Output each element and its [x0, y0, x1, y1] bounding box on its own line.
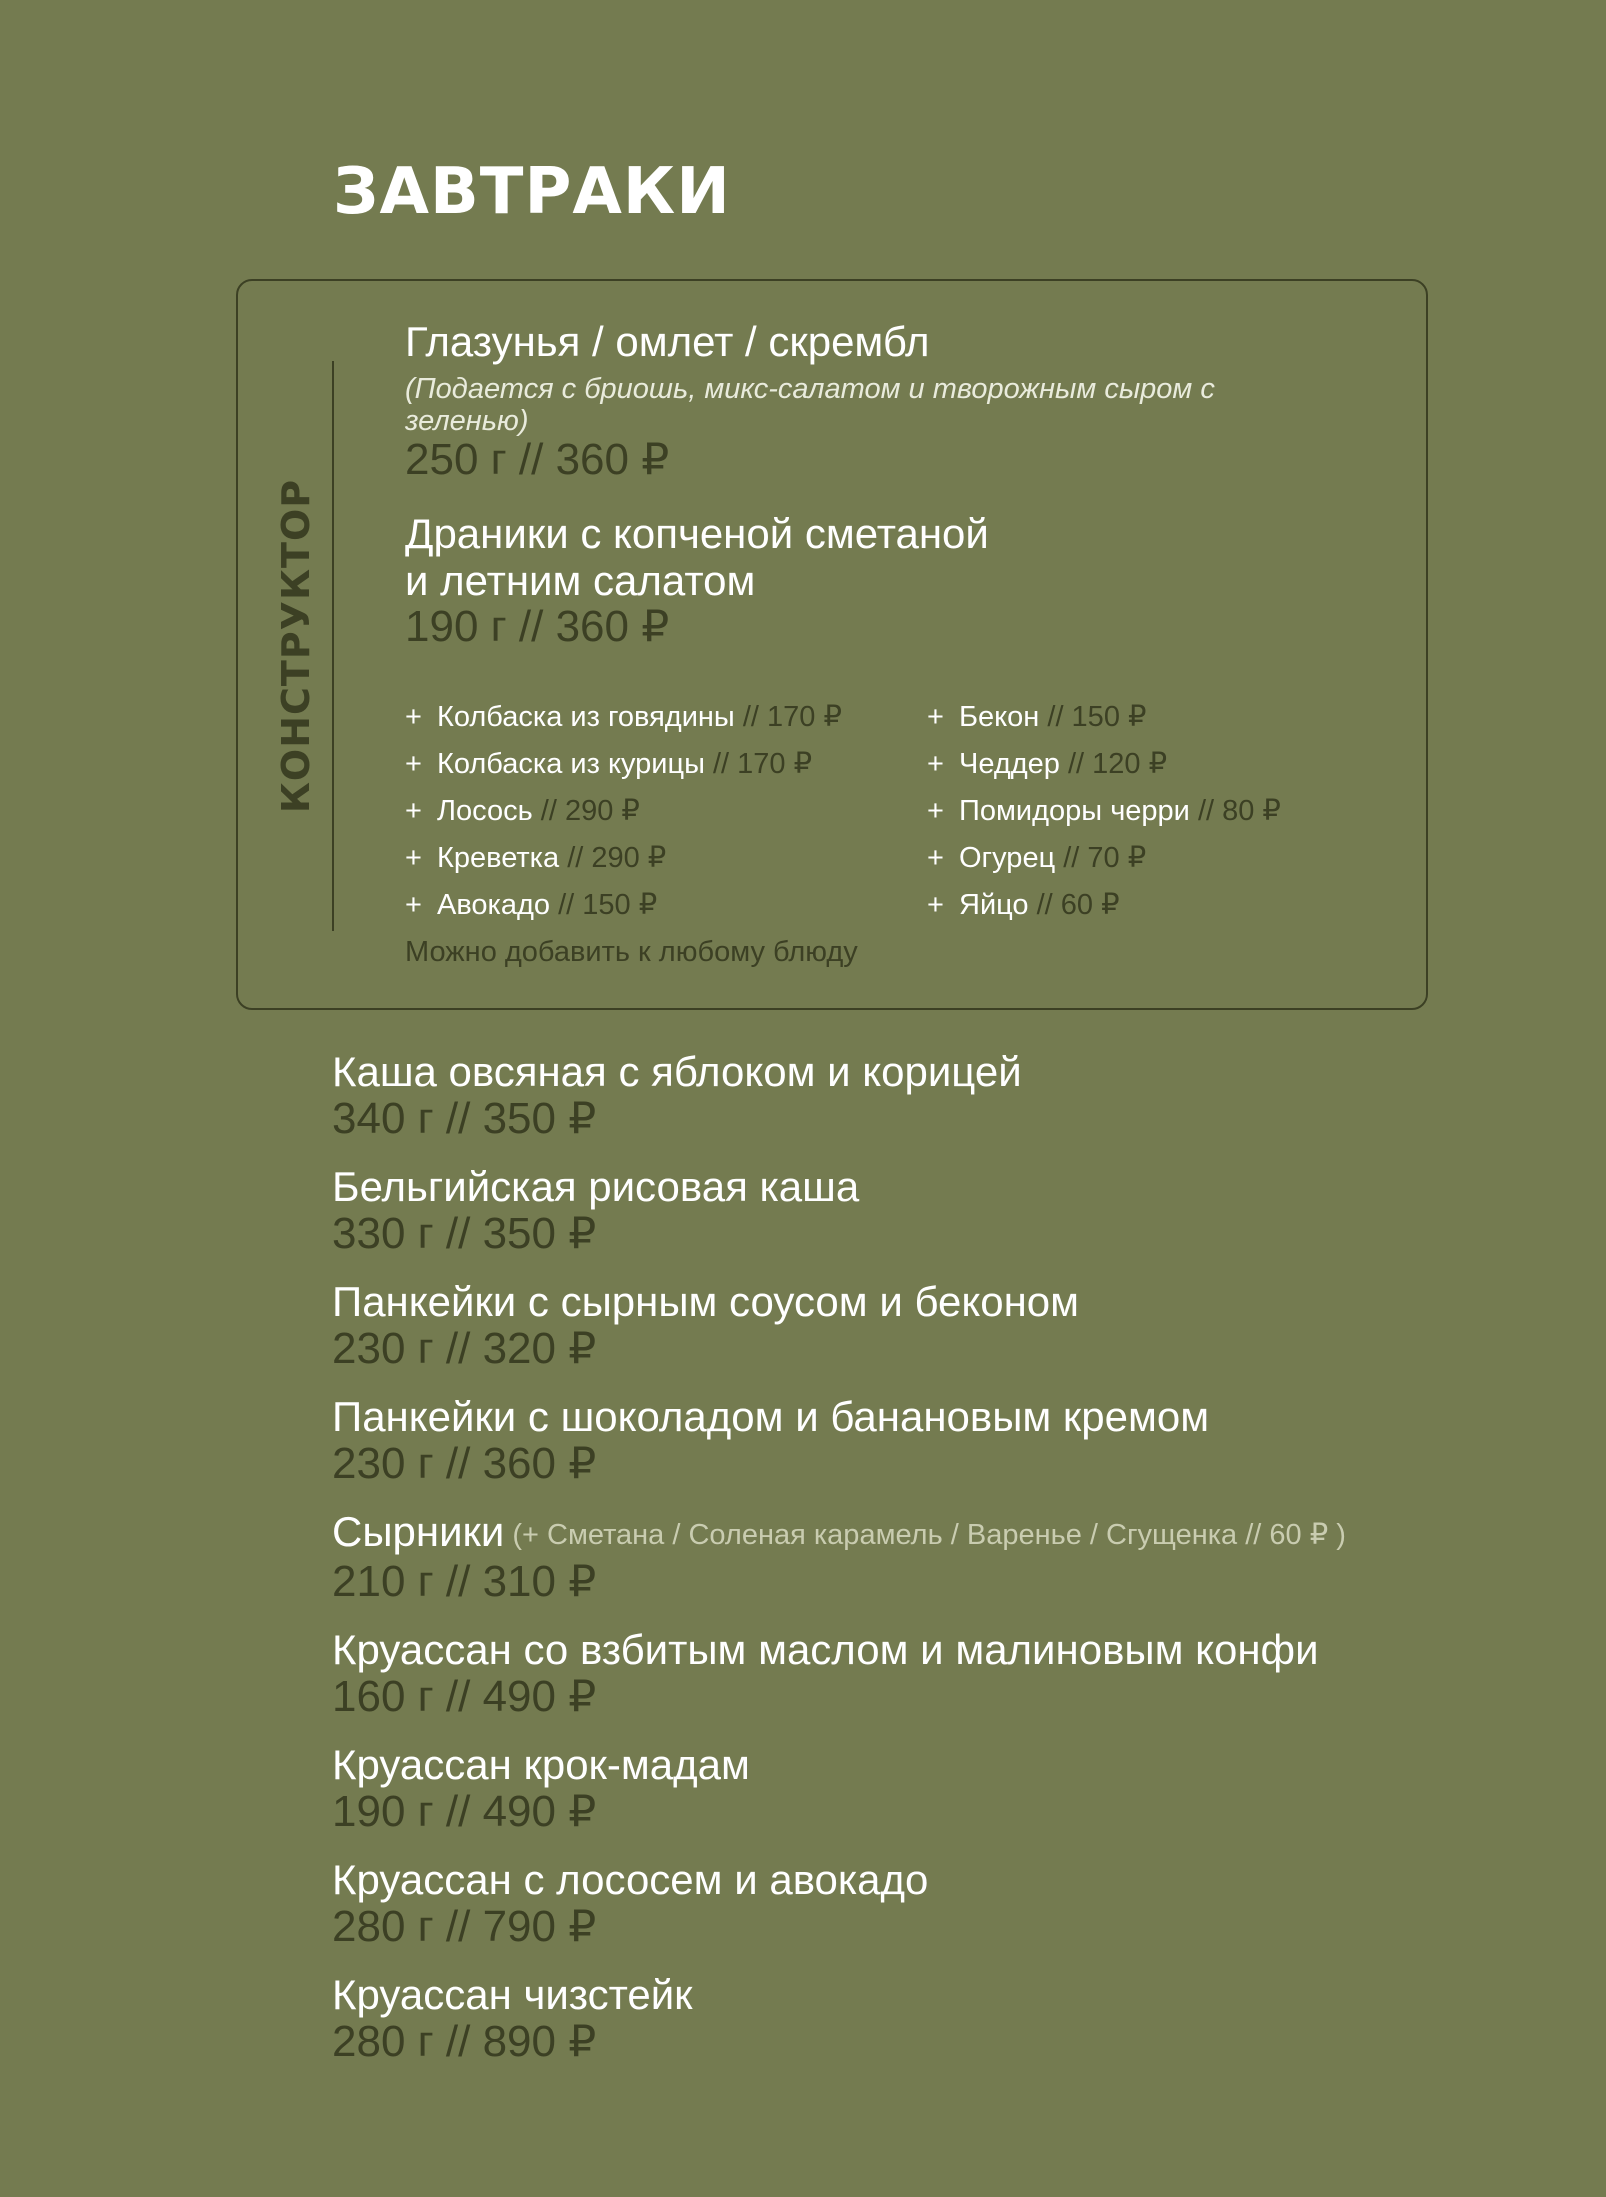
addon-price: // 290 ₽: [559, 842, 667, 874]
plus-icon: +: [405, 748, 422, 780]
addons-column-left: [405, 694, 842, 929]
dish-price: 330 г // 350 ₽: [332, 1209, 597, 1258]
plus-icon: +: [405, 795, 422, 827]
addon-price: // 170 ₽: [734, 701, 842, 733]
addons-note: Можно добавить к любому блюду: [405, 936, 858, 968]
plus-icon: +: [405, 842, 422, 874]
dish-name: Круассан крок-мадам: [332, 1740, 750, 1788]
dish-price: 230 г // 360 ₽: [332, 1439, 597, 1488]
dish-name: Круассан чизстейк: [332, 1970, 693, 2018]
menu-item: [332, 1971, 1472, 2065]
dish-name: Круассан со взбитым маслом и малиновым конфи: [332, 1625, 1319, 1673]
constructor-dish-eggs: [405, 318, 1285, 483]
addon-price: // 150 ₽: [550, 889, 658, 921]
addon-item: [405, 694, 842, 741]
menu-item: [332, 1741, 1472, 1835]
addons-column-right: [927, 694, 1281, 929]
dish-name: Круассан с лососем и авокадо: [332, 1855, 929, 1903]
addon-name: Колбаска из говядины: [437, 701, 735, 733]
addon-item: [927, 741, 1281, 788]
addon-price: // 290 ₽: [532, 795, 640, 827]
addon-price: // 150 ₽: [1039, 701, 1147, 733]
addon-item: [405, 882, 842, 929]
constructor-label: КОНСТРУКТОР: [274, 478, 318, 814]
constructor-divider: [332, 361, 334, 931]
dish-price: 190 г // 490 ₽: [332, 1786, 597, 1836]
addon-name: Яйцо: [959, 889, 1029, 921]
addon-price: // 80 ₽: [1189, 795, 1281, 827]
dish-price: 210 г // 310 ₽: [332, 1556, 597, 1606]
plus-icon: +: [927, 701, 944, 733]
addon-price: // 60 ₽: [1028, 889, 1120, 921]
addon-name: Бекон: [959, 701, 1040, 733]
constructor-section: [236, 279, 1428, 1010]
dish-name: Панкейки с сырным соусом и беконом: [332, 1278, 1080, 1325]
dish-name: Бельгийская рисовая каша: [332, 1163, 860, 1210]
plus-icon: +: [927, 748, 944, 780]
addon-item: [927, 882, 1281, 929]
dish-name: Панкейки с шоколадом и банановым кремом: [332, 1393, 1210, 1440]
plus-icon: +: [405, 701, 422, 733]
dish-price: 340 г // 350 ₽: [332, 1094, 597, 1143]
dish-price: 230 г // 320 ₽: [332, 1324, 597, 1373]
addon-name: Огурец: [959, 842, 1056, 874]
dish-price: 190 г // 360 ₽: [405, 602, 670, 651]
dish-price: 280 г // 790 ₽: [332, 1901, 597, 1951]
dish-name-row: [332, 1508, 1472, 1559]
addon-price: // 170 ₽: [704, 748, 813, 780]
addon-price: // 70 ₽: [1055, 842, 1147, 874]
addon-item: [927, 694, 1281, 741]
menu-item: [332, 1856, 1472, 1950]
dish-price: 160 г // 490 ₽: [332, 1671, 597, 1721]
plus-icon: +: [927, 889, 944, 921]
dish-name: Сырники: [332, 1508, 505, 1555]
addon-name: Помидоры черри: [959, 795, 1190, 827]
menu-list: [332, 1048, 1472, 2086]
addon-name: Лосось: [437, 795, 533, 827]
plus-icon: +: [927, 842, 944, 874]
page-title: ЗАВТРАКИ: [333, 155, 731, 229]
menu-item: [332, 1278, 1472, 1372]
addon-item: [405, 741, 842, 788]
addon-item: [927, 788, 1281, 835]
dish-note: (Подается с бриошь, микс-салатом и творожным сыром с зеленью): [405, 373, 1215, 437]
dish-name-line-1: Драники с копченой сметаной: [405, 510, 989, 557]
menu-item: [332, 1508, 1472, 1605]
addon-item: [405, 788, 842, 835]
dish-name: Каша овсяная с яблоком и корицей: [332, 1048, 1022, 1095]
dish-name: Глазунья / омлет / скрембл: [405, 318, 930, 365]
dish-price: 280 г // 890 ₽: [332, 2016, 597, 2066]
addon-name: Авокадо: [437, 889, 551, 921]
constructor-dish-draniki: [405, 510, 989, 650]
dish-name-line-2: и летним салатом: [405, 557, 756, 604]
menu-item: [332, 1048, 1472, 1142]
addon-name: Креветка: [437, 842, 560, 874]
dish-extras: (+ Сметана / Соленая карамель / Варенье / Сгущенка // 60 ₽ ): [512, 1518, 1346, 1551]
addon-price: // 120 ₽: [1059, 748, 1168, 780]
addon-item: [405, 835, 842, 882]
menu-item: [332, 1393, 1472, 1487]
plus-icon: +: [405, 889, 422, 921]
plus-icon: +: [927, 795, 944, 827]
addon-name: Колбаска из курицы: [437, 748, 705, 780]
dish-price: 250 г // 360 ₽: [405, 435, 670, 484]
addon-name: Чеддер: [959, 748, 1060, 780]
menu-item: [332, 1626, 1472, 1720]
menu-item: [332, 1163, 1472, 1257]
addon-item: [927, 835, 1281, 882]
